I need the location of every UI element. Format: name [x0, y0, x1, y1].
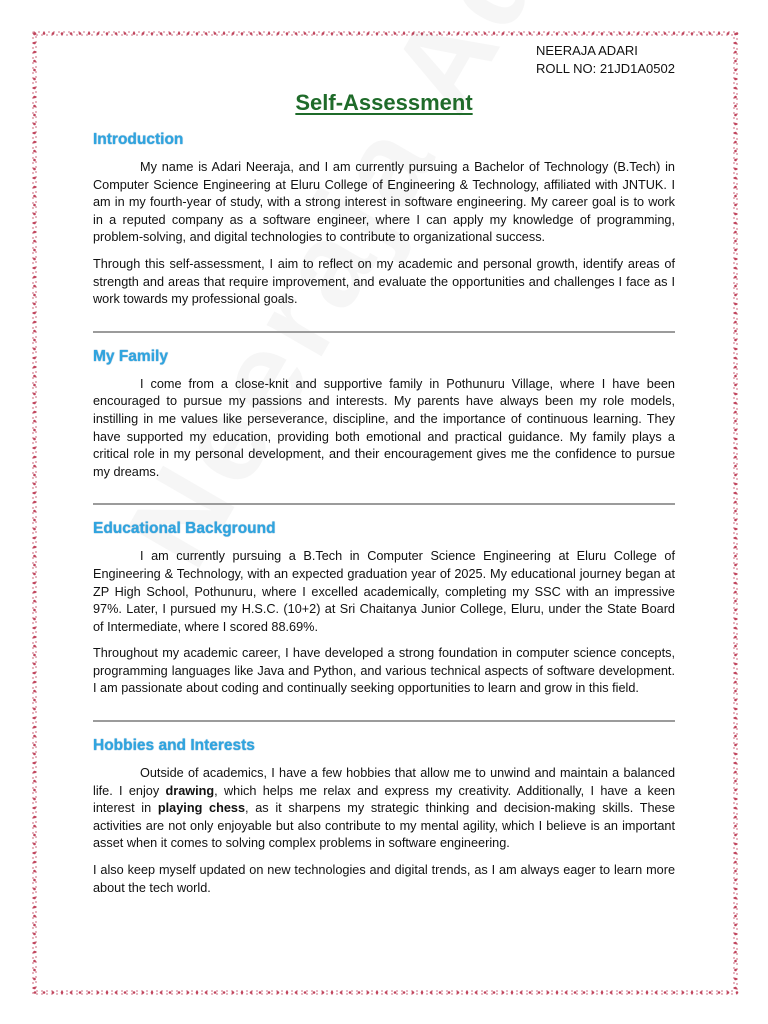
section-heading: Hobbies and Interests — [93, 737, 255, 755]
paragraph: Throughout my academic career, I have developed a strong foundation in computer science concepts, programming languages like Java and Python, and various technical aspects of software development. I am passionate about coding and continually seeking opportunities to learn and grow in this field. — [93, 646, 675, 696]
section-my-family — [93, 347, 675, 482]
section-educational-background — [93, 519, 675, 698]
paragraph: My name is Adari Neeraja, and I am currently pursuing a Bachelor of Technology (B.Tech) in Computer Science Engineering at Eluru College of Engineering & Technology, affiliated with JNTUK. I am in my fourth-year of study, with a strong interest in software engineering. My career goal is to work in a reputed company as a software engineer, where I can apply my knowledge of programming, problem-solving, and digital technologies to contribute to organizational success. — [93, 160, 675, 245]
paragraph — [93, 765, 675, 853]
bold-text: drawing — [165, 783, 215, 798]
paragraph: I also keep myself updated on new technologies and digital trends, as I am always eager to learn more about the tech world. — [93, 863, 675, 895]
section-hobbies-interests — [93, 736, 675, 897]
section-divider — [93, 331, 675, 333]
document-title: Self-Assessment — [295, 90, 473, 115]
paragraph: I am currently pursuing a B.Tech in Computer Science Engineering at Eluru College of Engineering & Technology, with an expected graduation year of 2025. My educational journey began at ZP High School, Pothunuru, where I excelled academically, completing my SSC with an impressive 97%. Later, I pursued my H.S.C. (10+2) at Sri Chaitanya Junior College, Eluru, under the State Board of Intermediate, where I scored 88.69%. — [93, 549, 675, 634]
text-run: , which helps me relax and express my creativity. Additionally, I have a keen interest in — [93, 783, 675, 816]
section-heading: Educational Background — [93, 520, 276, 538]
section-introduction — [93, 130, 675, 309]
author-info — [536, 42, 675, 78]
bold-text: playing chess — [157, 801, 245, 816]
roll-number: ROLL NO: 21JD1A0502 — [536, 61, 675, 76]
document-body — [93, 130, 675, 906]
text-run: Outside of academics, I have a few hobbies that allow me to unwind and maintain a balanced life. I enjoy — [93, 766, 675, 798]
section-heading: My Family — [93, 347, 168, 365]
paragraph: Through this self-assessment, I aim to reflect on my academic and personal growth, identify areas of strength and areas that require improvement, and evaluate the opportunities and challenges I face as I work towards my professional goals. — [93, 256, 675, 307]
author-name: NEERAJA ADARI — [536, 43, 638, 58]
text-run: , as it sharpens my strategic thinking and decision-making skills. These activities are not only enjoyable but also contribute to my mental agility, which I believe is an important asset when it comes to solving complex problems in software engineering. — [93, 801, 675, 851]
paragraph: I come from a close-knit and supportive family in Pothunuru Village, where I have been encouraged to pursue my passions and interests. My parents have always been my role models, instilling in me values like perseverance, discipline, and the importance of continuous learning. They have supported my education, providing both emotional and practical guidance. My family plays a critical role in my personal development, and their encouragement gives me the confidence to pursue my dreams. — [93, 376, 675, 479]
section-divider — [93, 503, 675, 505]
section-divider — [93, 720, 675, 722]
section-heading: Introduction — [93, 131, 184, 148]
